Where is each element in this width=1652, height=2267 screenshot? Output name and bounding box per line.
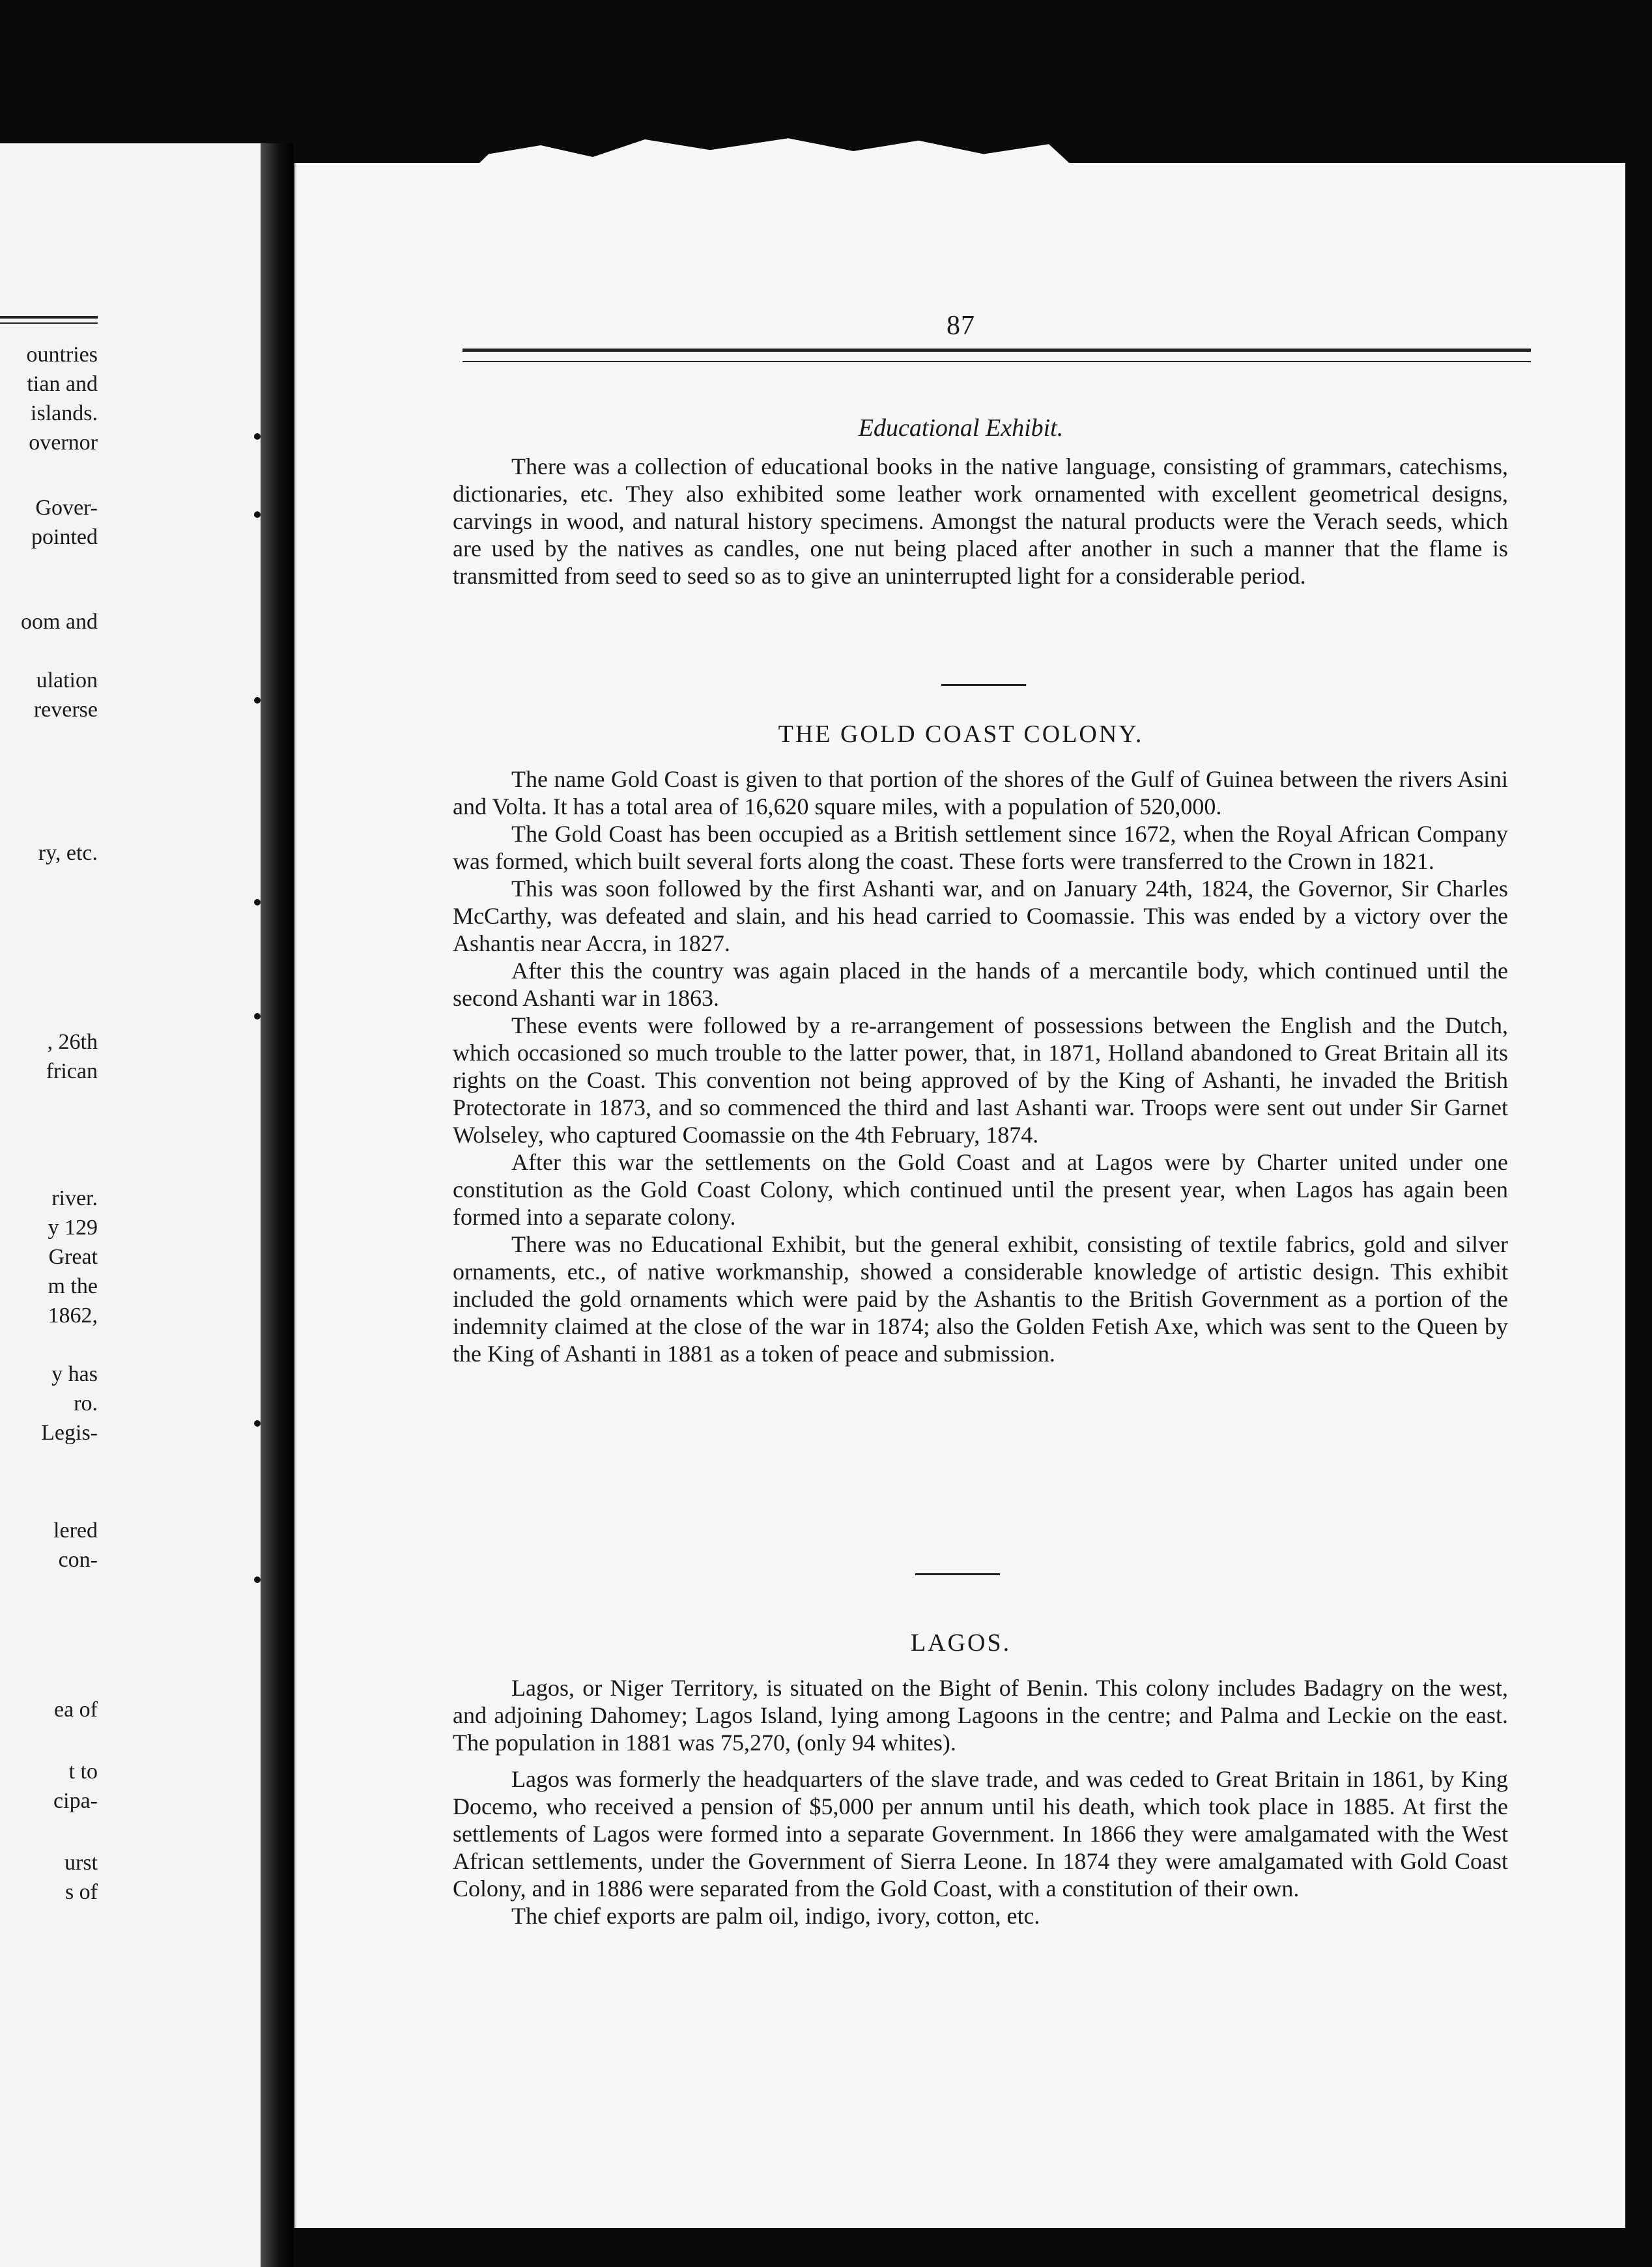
previous-page-text-fragment: islands. [31, 401, 98, 425]
previous-page-text-fragment: con- [58, 1548, 98, 1572]
margin-dot [254, 511, 261, 518]
educational-exhibit-heading: Educational Exhibit. [858, 414, 1064, 442]
lagos-heading: LAGOS. [910, 1629, 1012, 1657]
margin-dot [254, 1576, 261, 1583]
book-page [294, 163, 1625, 2228]
previous-page-text-fragment: tian and [27, 372, 98, 396]
page-number: 87 [947, 311, 975, 341]
paragraph: Lagos was formerly the headquarters of the slave trade, and was ceded to Great Britain in 1861, by King Docemo, who received a pension of $5,000 per annum until his death, which took place in 1885. At first the settlements of Lagos were formed into a separate Government. In 1866 they were amalgamated with the West African settlements, under the Government of Sierra Leone. In 1874 they were amalgamated with Gold Coast Colony, and in 1886 were separated from the Gold Coast, with a constitution of their own. [453, 1766, 1508, 1902]
previous-page-text-fragment: reverse [33, 698, 98, 722]
previous-page-text-fragment: m the [48, 1274, 98, 1298]
previous-page-text-fragment: overnor [29, 431, 98, 455]
paragraph: Lagos, or Niger Territory, is situated on the Bight of Benin. This colony includes Badagry on the west, and adjoining Dahomey; Lagos Island, lying among Lagoons in the centre; and Palma and Leckie on the east. The population in 1881 was 75,270, (only 94 whites). [453, 1675, 1508, 1756]
previous-page-text-fragment: ry, etc. [38, 841, 98, 865]
educational-exhibit-section [453, 453, 1508, 590]
margin-dot [254, 697, 261, 704]
previous-page-text-fragment: frican [46, 1059, 98, 1083]
previous-page-text-fragment: 1862, [48, 1304, 98, 1328]
margin-dot [254, 1420, 261, 1427]
paragraph: There was a collection of educational books in the native language, consisting of grammars, catechisms, dictionaries, etc. They also exhibited some leather work ornamented with excellent geometrical designs, carvings in wood, and natural history specimens. Amongst the natural products were the Verach seeds, which are used by the natives as candles, one nut being placed after another in such a manner that the flame is transmitted from seed to seed so as to give an uninterrupted light for a considerable period. [453, 453, 1508, 589]
previous-page-text-fragment: ea of [53, 1698, 98, 1722]
section-divider [941, 684, 1026, 686]
previous-page-text-fragment: Great [48, 1245, 98, 1269]
paragraph: This was soon followed by the first Ashanti war, and on January 24th, 1824, the Governor, Sir Charles McCarthy, was defeated and slain, and his head carried to Coomassie. This was ended by a victory over the Ashantis near Accra, in 1827. [453, 876, 1508, 956]
previous-page-rule [0, 316, 98, 324]
previous-page-text-fragment: , 26th [47, 1030, 98, 1054]
margin-dot [254, 899, 261, 905]
book-gutter [261, 143, 293, 2267]
paragraph: After this the country was again placed in the hands of a mercantile body, which continued until the second Ashanti war in 1863. [453, 958, 1508, 1011]
margin-dot [254, 1013, 261, 1019]
previous-page-text-fragment: lered [53, 1518, 98, 1543]
gold-coast-heading: THE GOLD COAST COLONY. [778, 720, 1144, 748]
paragraph: After this war the settlements on the Gold Coast and at Lagos were by Charter united under one constitution as the Gold Coast Colony, which continued until the present year, when Lagos has again been formed into a separate colony. [453, 1149, 1508, 1230]
paragraph: The chief exports are palm oil, indigo, ivory, cotton, etc. [511, 1903, 1040, 1929]
previous-page-text-fragment: y has [51, 1362, 98, 1386]
previous-page-text-fragment: pointed [31, 525, 98, 549]
previous-page-text-fragment: urst [64, 1851, 98, 1875]
previous-page [0, 143, 261, 2267]
gold-coast-section [453, 765, 1508, 1367]
margin-dot [254, 433, 261, 440]
previous-page-text-fragment: cipa- [53, 1789, 98, 1813]
lagos-section [453, 1674, 1508, 1930]
previous-page-text-fragment: oom and [20, 610, 98, 634]
header-rule [463, 349, 1531, 362]
section-divider [915, 1573, 1000, 1575]
previous-page-text-fragment: y 129 [48, 1216, 98, 1240]
previous-page-text-fragment: ulation [36, 668, 98, 692]
previous-page-text-fragment: t to [68, 1760, 98, 1784]
previous-page-text-fragment: ountries [26, 343, 98, 367]
previous-page-text-fragment: Gover- [35, 496, 98, 520]
previous-page-text-fragment: s of [64, 1880, 98, 1904]
previous-page-text-fragment: river. [51, 1186, 98, 1210]
previous-page-text-fragment: ro. [74, 1391, 98, 1416]
paragraph: These events were followed by a re-arrangement of possessions between the English and the Dutch, which occasioned so much trouble to the latter power, that, in 1871, Holland abandoned to Great Britain all its rights on the Coast. This convention not being approved of by the King of Ashanti, he invaded the British Protectorate in 1873, and so commenced the third and last Ashanti war. Troops were sent out under Sir Garnet Wolseley, who captured Coomassie on the 4th February, 1874. [453, 1012, 1508, 1148]
previous-page-text-fragment: Legis- [41, 1421, 98, 1445]
paragraph: The Gold Coast has been occupied as a British settlement since 1672, when the Royal African Company was formed, which built several forts along the coast. These forts were transferred to the Crown in 1821. [453, 821, 1508, 874]
paragraph: The name Gold Coast is given to that portion of the shores of the Gulf of Guinea between the rivers Asini and Volta. It has a total area of 16,620 square miles, with a population of 520,000. [453, 766, 1508, 820]
paragraph: There was no Educational Exhibit, but the general exhibit, consisting of textile fabrics, gold and silver ornaments, etc., of native workmanship, showed a considerable knowledge of artistic design. This exhibit included the gold ornaments which were paid by the Ashantis to the British Government as a portion of the indemnity claimed at the close of the war in 1874; also the Golden Fetish Axe, which was sent to the Queen by the King of Ashanti in 1881 as a token of peace and submission. [453, 1231, 1508, 1367]
